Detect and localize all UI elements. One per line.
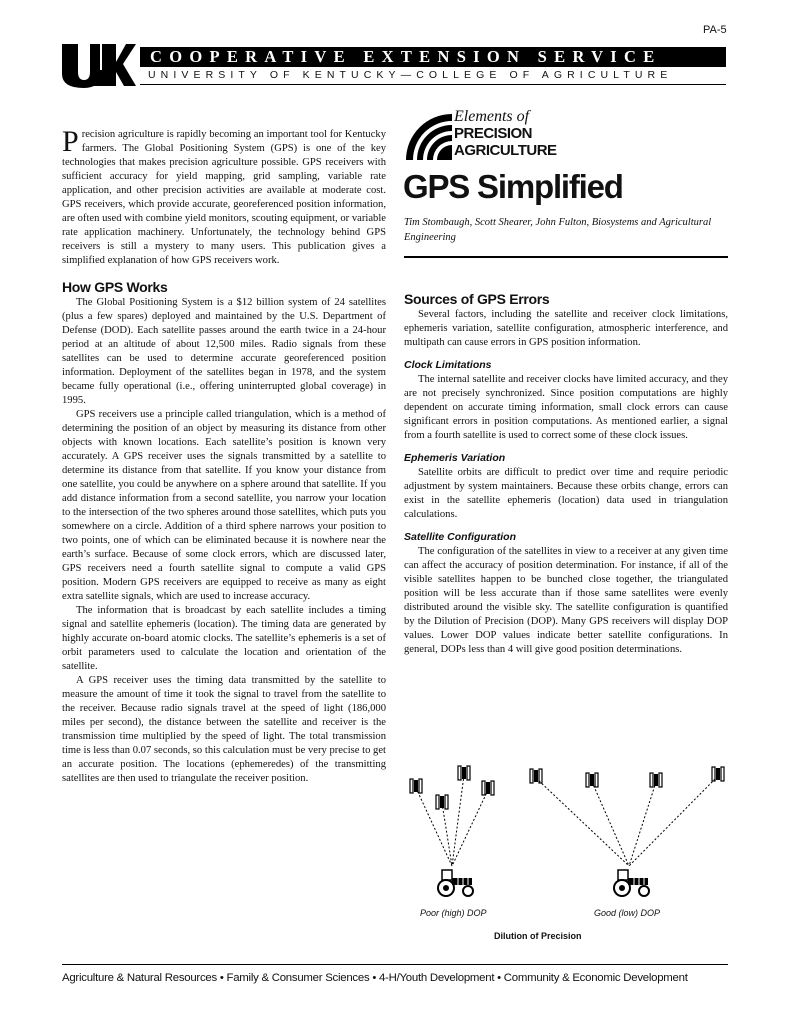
header-rule [140,84,726,85]
page-number: PA-5 [703,24,727,36]
tractor-icon [614,870,649,896]
satellite-icon [458,766,470,780]
satellite-icon [530,769,542,783]
clock-text: The internal satellite and receiver clocks have limited accuracy, and they are not precisely synchronized. Since position computations are highly dependent on accurate timing information, small clock errors can cause significant errors in position computations. As mentioned earlier, a signal from a fourth satellite is used to correct some of these clock issues. [404,374,728,441]
good-dop-label: Good (low) DOP [594,908,661,918]
satellite-icon [436,795,448,809]
poor-dop-label: Poor (high) DOP [420,908,487,918]
intro-paragraph [62,125,386,268]
service-name: COOPERATIVE EXTENSION SERVICE [150,47,662,66]
ephemeris-heading: Ephemeris Variation [404,452,506,464]
how-gps-paragraph-1: The Global Positioning System is a $12 billion system of 24 satellites (plus a few spares) deployed and maintained by the U.S. Department of Defense (DOD). Each satellite passes around the earth twice in a 24-hour period at an altitude of about 12,500 miles. Radio signals from these satellites can be used to determine accurate georeferenced position information. Deployment of the satellites began in 1978, and the system became fully operational (i.e., offering uninterrupted global coverage) in 1995. [62,297,386,406]
configuration-heading: Satellite Configuration [404,531,517,543]
dop-diagram [404,758,734,908]
how-gps-works-heading: How GPS Works [62,279,168,295]
poor-dop-lines [416,775,488,866]
how-gps-paragraph-3: The information that is broadcast by each satellite includes a timing signal and satellite ephemeris (location). The timing data are generated by highly accurate on-board atomic clocks. The satellite’s ephemeris is a set of orbit parameters used to calculate the location and orientation of the satellite. [62,605,386,672]
sources-intro: Several factors, including the satellite and receiver clock limitations, ephemeris variation, satellite configuration, atmospheric interference, and multipath can cause errors in GPS position information. [404,309,728,348]
how-gps-paragraph-2: GPS receivers use a principle called triangulation, which is a method of determining the position of an object by measuring its distance from other objects with known locations. Each satellite’s position is known very accurately. A GPS receiver uses the signals transmitted by a satellite to determine its distance from that satellite. If you know your distance from one satellite, you could be anywhere on a sphere around that satellite. If you add distance information from a second satellite, you narrow your location to the intersection of the two spheres around those satellites, which puts you somewhere on a circle. Addition of a third sphere narrows your position to two points, one of which can be eliminated because it is nowhere near the earth’s surface. Because of some clock errors, which are discussed later, GPS receivers need a fourth satellite signal to compute a valid GPS position. Modern GPS receivers are equipped to receive as many as eight extra satellite signals, which are used to increase accuracy. [62,409,386,602]
footer-text: Agriculture & Natural Resources • Family & Consumer Sciences • 4-H/Youth Development • Community & Economic Development [62,972,688,984]
intro-text: recision agriculture is rapidly becoming an important tool for Kentucky farmers. The Global Positioning System (GPS) is one of the key technologies that makes precision agriculture possible. GPS receivers with sufficient accuracy for yield mapping, grid sampling, variable rate application, and other precision activities are available at moderate cost. GPS receivers, which provide accurate, georeferenced position information, are often used with combine yield monitors, scouting equipment, or variable rate application machinery. Unfortunately, the technology behind GPS receivers is still a mystery to many users. This publication gives a simplified explanation of how GPS receivers work. [62,129,386,266]
right-column [404,292,728,657]
drop-cap: P [62,125,79,158]
page-title: GPS Simplified [403,168,623,205]
dop-figure [404,758,734,948]
configuration-text: The configuration of the satellites in view to a receiver at any given time can affect the accuracy of position determination. For instance, if all of the visible satellites happen to be bunched close together, the triangulated position will be less accurate than if those same satellites were evenly distributed around the visible sky. The satellite configuration is quantified by the Dilution of Precision (DOP). Many GPS receivers will display DOP values. Lower DOP values indicate better satellite configurations. In general, DOPs less than 4 will give good position determinations. [404,546,728,655]
authors: Tim Stombaugh, Scott Shearer, John Fulton, Biosystems and Agricultural Engineering [404,217,712,243]
series-line1: Elements of [454,108,530,125]
how-gps-paragraph-4: A GPS receiver uses the timing data transmitted by the satellite to measure the amount of time it took the signal to travel from the satellite to the receiver. Because radio signals travel at the speed of light (186,000 miles per second), the distance between the satellite and receiver is the transmission time multiplied by the speed of light. The total transmission time is less than 0.07 seconds, so this calculation must be very precise to get an accurate position. The locations (ephemeredes) of the transmitting satellites are then used to triangulate the receiver position. [62,675,386,784]
uk-logo [60,40,136,90]
satellite-icon [712,767,724,781]
good-dop-lines [536,776,718,866]
satellite-icon [650,773,662,787]
series-line3: AGRICULTURE [454,142,557,159]
title-rule [404,256,728,258]
satellite-icon [482,781,494,795]
university-line: UNIVERSITY OF KENTUCKY—COLLEGE OF AGRICULTURE [148,69,673,81]
satellite-icon [410,779,422,793]
satellite-icon [586,773,598,787]
footer-rule [62,964,728,965]
clock-heading: Clock Limitations [404,359,492,371]
left-column [62,125,386,786]
figure-caption: Dilution of Precision [494,931,582,941]
tractor-icon [438,870,473,896]
ephemeris-text: Satellite orbits are difficult to predict over time and require periodic adjustment by system maintainers. Because these orbits change, errors can exist in the satellite ephemeris (location) data used in triangulation calculations. [404,467,728,520]
series-line2: PRECISION [454,125,533,142]
series-logo [404,112,454,162]
service-banner [140,47,726,67]
sources-heading: Sources of GPS Errors [404,291,550,307]
